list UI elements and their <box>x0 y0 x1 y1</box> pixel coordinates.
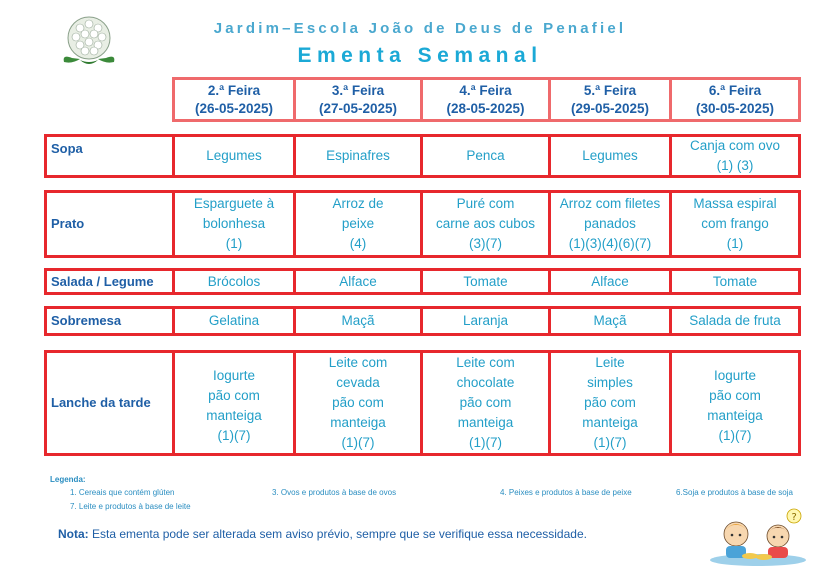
menu-cell: Esparguete à bolonhesa (1) <box>172 190 296 258</box>
legend-item: 4. Peixes e produtos à base de peixe <box>500 488 632 497</box>
menu-cell: Puré com carne aos cubos (3)(7) <box>420 190 551 258</box>
menu-cell: Iogurte pão com manteiga (1)(7) <box>172 350 296 456</box>
legend-item: 7. Leite e produtos à base de leite <box>70 502 191 511</box>
row-label-sobremesa: Sobremesa <box>44 306 175 336</box>
legend-title: Legenda: <box>50 475 86 484</box>
day-date: (27-05-2025) <box>318 100 398 116</box>
day-name: 4.ª Feira <box>459 82 512 98</box>
day-header <box>420 77 551 122</box>
row-label-sopa: Sopa <box>44 134 175 178</box>
menu-cell: Leite simples pão com manteiga (1)(7) <box>548 350 672 456</box>
day-date: (29-05-2025) <box>570 100 650 116</box>
menu-cell: Alface <box>548 268 672 295</box>
day-date: (26-05-2025) <box>194 100 274 116</box>
menu-cell: Espinafres <box>293 134 423 178</box>
legend-item: 3. Ovos e produtos à base de ovos <box>272 488 397 497</box>
menu-cell: Laranja <box>420 306 551 336</box>
menu-cell: Leite com cevada pão com manteiga (1)(7) <box>293 350 423 456</box>
note-label: Nota: <box>58 527 89 541</box>
children-eating-illustration-icon <box>706 506 810 568</box>
day-header <box>669 77 801 122</box>
footer-note <box>58 527 587 541</box>
legend-item: 1. Cereais que contém glúten <box>70 488 175 497</box>
note-text: Esta ementa pode ser alterada sem aviso prévio, sempre que se verifique essa necessidade. <box>88 527 587 541</box>
menu-cell: Brócolos <box>172 268 296 295</box>
menu-cell: Legumes <box>548 134 672 178</box>
menu-cell: Legumes <box>172 134 296 178</box>
menu-cell: Leite com chocolate pão com manteiga (1)(7) <box>420 350 551 456</box>
menu-cell: Arroz com filetes panados (1)(3)(4)(6)(7) <box>548 190 672 258</box>
row-label-salada: Salada / Legume <box>44 268 175 295</box>
day-header <box>172 77 296 122</box>
day-header <box>548 77 672 122</box>
day-name: 2.ª Feira <box>207 82 261 98</box>
row-label-lanche: Lanche da tarde <box>44 350 175 456</box>
menu-cell: Tomate <box>420 268 551 295</box>
day-name: 6.ª Feira <box>708 82 762 98</box>
day-header <box>293 77 423 122</box>
menu-cell: Massa espiral com frango (1) <box>669 190 801 258</box>
menu-cell: Salada de fruta <box>669 306 801 336</box>
menu-cell: Penca <box>420 134 551 178</box>
menu-cell: Tomate <box>669 268 801 295</box>
day-name: 3.ª Feira <box>331 82 385 98</box>
menu-cell: Alface <box>293 268 423 295</box>
menu-cell: Arroz de peixe (4) <box>293 190 423 258</box>
school-logo-flower-icon <box>58 14 120 68</box>
day-date: (28-05-2025) <box>446 100 525 116</box>
day-name: 5.ª Feira <box>583 82 637 98</box>
menu-cell: Iogurte pão com manteiga (1)(7) <box>669 350 801 456</box>
menu-cell: Maçã <box>293 306 423 336</box>
day-date: (30-05-2025) <box>695 100 775 116</box>
page-title: Ementa Semanal <box>297 44 543 67</box>
school-name: Jardim–Escola João de Deus de Penafiel <box>213 20 627 37</box>
menu-cell: Canja com ovo (1) (3) <box>669 134 801 178</box>
menu-cell: Gelatina <box>172 306 296 336</box>
menu-cell: Maçã <box>548 306 672 336</box>
row-label-prato: Prato <box>44 190 175 258</box>
legend-item: 6.Soja e produtos à base de soja <box>676 488 793 497</box>
svg-text:?: ? <box>791 512 797 523</box>
